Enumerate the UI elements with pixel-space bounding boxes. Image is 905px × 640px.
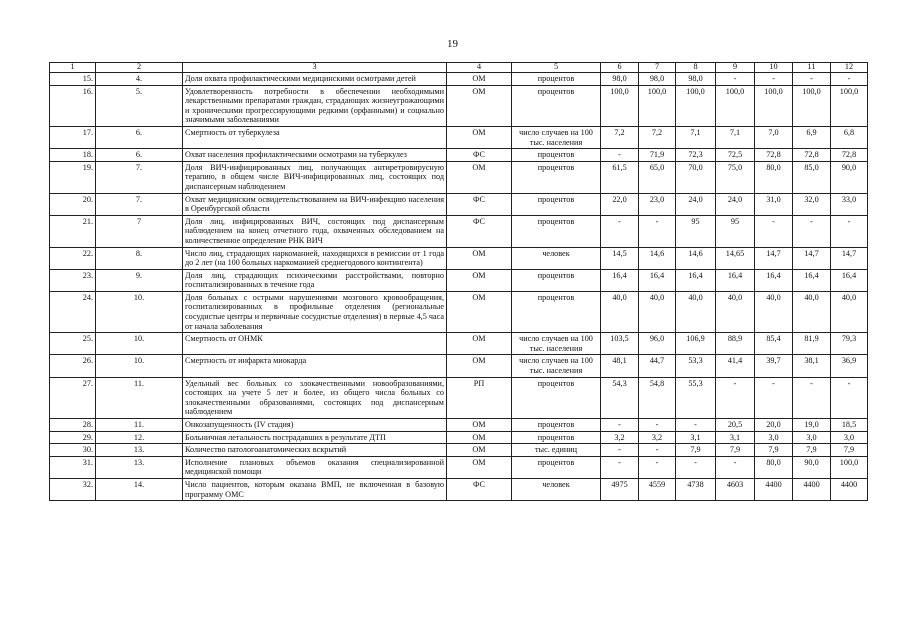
column-number-cell: 9 bbox=[716, 63, 755, 73]
indicator-name-cell: Онкозапущенность (IV стадия) bbox=[183, 419, 447, 432]
value-cell: 55,3 bbox=[676, 377, 716, 418]
column-number-cell: 10 bbox=[755, 63, 793, 73]
value-cell: 4975 bbox=[601, 478, 639, 500]
value-cell: 39,7 bbox=[755, 355, 793, 377]
indicator-type-cell: ОМ bbox=[447, 73, 512, 86]
value-cell: 20,0 bbox=[755, 419, 793, 432]
unit-cell: процентов bbox=[512, 456, 601, 478]
value-cell: 7,2 bbox=[601, 126, 639, 148]
row-number-cell: 32. bbox=[50, 478, 96, 500]
value-cell: 14,65 bbox=[716, 247, 755, 269]
value-cell: 16,4 bbox=[831, 269, 868, 291]
task-number-cell: 7. bbox=[96, 193, 183, 215]
column-number-cell: 11 bbox=[793, 63, 831, 73]
value-cell: 106,9 bbox=[676, 333, 716, 355]
indicator-name-cell: Удовлетворенность потребности в обеспечении необходимыми лекарственными препаратами граждан, страдающих жизнеугрожающими и хроническими прогрессирующими редкими (орфанными) и социально значимыми заболеваниями bbox=[183, 85, 447, 126]
task-number-cell: 9. bbox=[96, 269, 183, 291]
value-cell: 14,7 bbox=[793, 247, 831, 269]
value-cell: 7,9 bbox=[716, 444, 755, 457]
column-number-cell: 5 bbox=[512, 63, 601, 73]
task-number-cell: 12. bbox=[96, 431, 183, 444]
row-number-cell: 31. bbox=[50, 456, 96, 478]
unit-cell: процентов bbox=[512, 193, 601, 215]
unit-cell: человек bbox=[512, 478, 601, 500]
column-number-cell: 3 bbox=[183, 63, 447, 73]
task-number-cell: 10. bbox=[96, 291, 183, 332]
indicator-name-cell: Доля охвата профилактическими медицинскими осмотрами детей bbox=[183, 73, 447, 86]
value-cell: 4603 bbox=[716, 478, 755, 500]
unit-cell: число случаев на 100 тыс. населения bbox=[512, 333, 601, 355]
unit-cell: процентов bbox=[512, 291, 601, 332]
table-row bbox=[50, 85, 868, 126]
page-number: 19 bbox=[447, 38, 458, 50]
indicator-type-cell: ОМ bbox=[447, 161, 512, 193]
value-cell: - bbox=[793, 377, 831, 418]
value-cell: 72,5 bbox=[716, 149, 755, 162]
task-number-cell: 7 bbox=[96, 215, 183, 247]
value-cell: - bbox=[601, 149, 639, 162]
row-number-cell: 18. bbox=[50, 149, 96, 162]
row-number-cell: 16. bbox=[50, 85, 96, 126]
task-number-cell: 10. bbox=[96, 333, 183, 355]
value-cell: - bbox=[639, 215, 676, 247]
value-cell: - bbox=[601, 456, 639, 478]
value-cell: 85,0 bbox=[793, 161, 831, 193]
value-cell: - bbox=[716, 456, 755, 478]
table-row bbox=[50, 478, 868, 500]
value-cell: 71,9 bbox=[639, 149, 676, 162]
row-number-cell: 27. bbox=[50, 377, 96, 418]
value-cell: 41,4 bbox=[716, 355, 755, 377]
indicator-name-cell: Количество патологоанатомических вскрытий bbox=[183, 444, 447, 457]
task-number-cell: 8. bbox=[96, 247, 183, 269]
value-cell: - bbox=[639, 456, 676, 478]
indicator-type-cell: ОМ bbox=[447, 333, 512, 355]
row-number-cell: 20. bbox=[50, 193, 96, 215]
value-cell: 3,0 bbox=[831, 431, 868, 444]
value-cell: 40,0 bbox=[793, 291, 831, 332]
value-cell: 79,3 bbox=[831, 333, 868, 355]
row-number-cell: 23. bbox=[50, 269, 96, 291]
value-cell: 7,1 bbox=[716, 126, 755, 148]
value-cell: 85,4 bbox=[755, 333, 793, 355]
value-cell: 40,0 bbox=[831, 291, 868, 332]
unit-cell: процентов bbox=[512, 431, 601, 444]
value-cell: 7,9 bbox=[831, 444, 868, 457]
value-cell: - bbox=[601, 215, 639, 247]
indicator-type-cell: ФС bbox=[447, 149, 512, 162]
value-cell: 40,0 bbox=[676, 291, 716, 332]
value-cell: 100,0 bbox=[676, 85, 716, 126]
indicators-table bbox=[49, 62, 868, 501]
value-cell: 96,0 bbox=[639, 333, 676, 355]
value-cell: 4559 bbox=[639, 478, 676, 500]
value-cell: - bbox=[676, 456, 716, 478]
indicator-type-cell: РП bbox=[447, 377, 512, 418]
value-cell: - bbox=[831, 73, 868, 86]
value-cell: 7,9 bbox=[676, 444, 716, 457]
value-cell: 7,0 bbox=[755, 126, 793, 148]
indicator-type-cell: ОМ bbox=[447, 247, 512, 269]
indicator-type-cell: ОМ bbox=[447, 355, 512, 377]
indicator-type-cell: ФС bbox=[447, 478, 512, 500]
unit-cell: число случаев на 100 тыс. населения bbox=[512, 126, 601, 148]
value-cell: 40,0 bbox=[716, 291, 755, 332]
value-cell: 100,0 bbox=[601, 85, 639, 126]
value-cell: 80,0 bbox=[755, 456, 793, 478]
indicator-name-cell: Доля больных с острыми нарушениями мозгового кровообращения, госпитализированных в профильные отделения (региональные сосудистые центры и первичные сосудистые отделения) в первые 4,5 часа от начала заболевания bbox=[183, 291, 447, 332]
value-cell: 20,5 bbox=[716, 419, 755, 432]
indicator-name-cell: Исполнение плановых объемов оказания специализированной медицинской помощи bbox=[183, 456, 447, 478]
row-number-cell: 22. bbox=[50, 247, 96, 269]
table-row bbox=[50, 161, 868, 193]
value-cell: 72,8 bbox=[755, 149, 793, 162]
value-cell: 61,5 bbox=[601, 161, 639, 193]
unit-cell: процентов bbox=[512, 215, 601, 247]
unit-cell: процентов bbox=[512, 161, 601, 193]
value-cell: - bbox=[755, 215, 793, 247]
value-cell: 103,5 bbox=[601, 333, 639, 355]
value-cell: - bbox=[793, 73, 831, 86]
value-cell: 19,0 bbox=[793, 419, 831, 432]
indicator-name-cell: Доля лиц, инфицированных ВИЧ, состоящих под диспансерным наблюдением на конец отчетного года, охваченных обследованием на количественное определение РНК ВИЧ bbox=[183, 215, 447, 247]
value-cell: 100,0 bbox=[831, 456, 868, 478]
table-row bbox=[50, 444, 868, 457]
indicator-type-cell: ОМ bbox=[447, 85, 512, 126]
value-cell: 100,0 bbox=[716, 85, 755, 126]
column-number-cell: 1 bbox=[50, 63, 96, 73]
value-cell: 16,4 bbox=[601, 269, 639, 291]
value-cell: 4400 bbox=[755, 478, 793, 500]
table-row bbox=[50, 333, 868, 355]
indicator-name-cell: Доля ВИЧ-инфицированных лиц, получающих антиретровирусную терапию, в общем числе ВИЧ-инфицированных лиц, состоящих под диспансерным наблюдением bbox=[183, 161, 447, 193]
value-cell: 90,0 bbox=[831, 161, 868, 193]
indicator-type-cell: ОМ bbox=[447, 456, 512, 478]
value-cell: 18,5 bbox=[831, 419, 868, 432]
table-row bbox=[50, 291, 868, 332]
value-cell: 3,2 bbox=[601, 431, 639, 444]
value-cell: 100,0 bbox=[639, 85, 676, 126]
value-cell: 75,0 bbox=[716, 161, 755, 193]
value-cell: 16,4 bbox=[793, 269, 831, 291]
row-number-cell: 26. bbox=[50, 355, 96, 377]
value-cell: 70,0 bbox=[676, 161, 716, 193]
unit-cell: процентов bbox=[512, 269, 601, 291]
indicator-type-cell: ОМ bbox=[447, 419, 512, 432]
table-row bbox=[50, 247, 868, 269]
task-number-cell: 11. bbox=[96, 419, 183, 432]
value-cell: 7,9 bbox=[755, 444, 793, 457]
unit-cell: процентов bbox=[512, 419, 601, 432]
row-number-cell: 24. bbox=[50, 291, 96, 332]
value-cell: 65,0 bbox=[639, 161, 676, 193]
table-row bbox=[50, 377, 868, 418]
indicator-type-cell: ФС bbox=[447, 215, 512, 247]
indicator-type-cell: ОМ bbox=[447, 269, 512, 291]
unit-cell: тыс. единиц bbox=[512, 444, 601, 457]
unit-cell: процентов bbox=[512, 377, 601, 418]
value-cell: 4400 bbox=[793, 478, 831, 500]
unit-cell: процентов bbox=[512, 73, 601, 86]
value-cell: 80,0 bbox=[755, 161, 793, 193]
column-number-cell: 12 bbox=[831, 63, 868, 73]
column-number-cell: 2 bbox=[96, 63, 183, 73]
indicator-name-cell: Удельный вес больных со злокачественными новообразованиями, состоящих на учете 5 лет и более, из общего числа больных со злокачественными образованиями, состоящих под диспансерным наблюдением bbox=[183, 377, 447, 418]
table-row bbox=[50, 149, 868, 162]
value-cell: 3,0 bbox=[793, 431, 831, 444]
column-number-cell: 6 bbox=[601, 63, 639, 73]
value-cell: 95 bbox=[716, 215, 755, 247]
row-number-cell: 29. bbox=[50, 431, 96, 444]
value-cell: 14,7 bbox=[755, 247, 793, 269]
value-cell: - bbox=[639, 444, 676, 457]
indicator-name-cell: Число лиц, страдающих наркоманией, находящихся в ремиссии от 1 года до 2 лет (на 100 больных наркоманией среднегодового контингента) bbox=[183, 247, 447, 269]
row-number-cell: 30. bbox=[50, 444, 96, 457]
row-number-cell: 15. bbox=[50, 73, 96, 86]
value-cell: 31,0 bbox=[755, 193, 793, 215]
value-cell: - bbox=[676, 419, 716, 432]
value-cell: 100,0 bbox=[831, 85, 868, 126]
value-cell: 3,1 bbox=[716, 431, 755, 444]
value-cell: - bbox=[639, 419, 676, 432]
task-number-cell: 6. bbox=[96, 149, 183, 162]
value-cell: - bbox=[716, 377, 755, 418]
value-cell: 16,4 bbox=[755, 269, 793, 291]
indicator-type-cell: ОМ bbox=[447, 291, 512, 332]
task-number-cell: 14. bbox=[96, 478, 183, 500]
unit-cell: число случаев на 100 тыс. населения bbox=[512, 355, 601, 377]
value-cell: 40,0 bbox=[601, 291, 639, 332]
value-cell: 72,8 bbox=[831, 149, 868, 162]
value-cell: 14,5 bbox=[601, 247, 639, 269]
value-cell: 100,0 bbox=[793, 85, 831, 126]
value-cell: 24,0 bbox=[716, 193, 755, 215]
indicator-name-cell: Доля лиц, страдающих психическими расстройствами, повторно госпитализированных в течение года bbox=[183, 269, 447, 291]
value-cell: 90,0 bbox=[793, 456, 831, 478]
value-cell: - bbox=[831, 215, 868, 247]
value-cell: 14,6 bbox=[676, 247, 716, 269]
value-cell: 4400 bbox=[831, 478, 868, 500]
value-cell: 24,0 bbox=[676, 193, 716, 215]
column-number-cell: 7 bbox=[639, 63, 676, 73]
value-cell: 81,9 bbox=[793, 333, 831, 355]
value-cell: 38,1 bbox=[793, 355, 831, 377]
value-cell: 16,4 bbox=[676, 269, 716, 291]
value-cell: - bbox=[831, 377, 868, 418]
table-row bbox=[50, 431, 868, 444]
value-cell: 3,1 bbox=[676, 431, 716, 444]
value-cell: 54,8 bbox=[639, 377, 676, 418]
unit-cell: человек bbox=[512, 247, 601, 269]
value-cell: 7,1 bbox=[676, 126, 716, 148]
table-row bbox=[50, 456, 868, 478]
table-row bbox=[50, 419, 868, 432]
value-cell: 6,8 bbox=[831, 126, 868, 148]
value-cell: 36,9 bbox=[831, 355, 868, 377]
unit-cell: процентов bbox=[512, 85, 601, 126]
value-cell: 14,7 bbox=[831, 247, 868, 269]
value-cell: 33,0 bbox=[831, 193, 868, 215]
value-cell: - bbox=[601, 419, 639, 432]
value-cell: - bbox=[716, 73, 755, 86]
indicator-type-cell: ОМ bbox=[447, 126, 512, 148]
value-cell: - bbox=[755, 73, 793, 86]
value-cell: 98,0 bbox=[639, 73, 676, 86]
indicator-name-cell: Охват населения профилактическими осмотрами на туберкулез bbox=[183, 149, 447, 162]
table-row bbox=[50, 355, 868, 377]
value-cell: 3,2 bbox=[639, 431, 676, 444]
table-row bbox=[50, 215, 868, 247]
value-cell: 98,0 bbox=[601, 73, 639, 86]
value-cell: - bbox=[755, 377, 793, 418]
value-cell: 40,0 bbox=[755, 291, 793, 332]
value-cell: 48,1 bbox=[601, 355, 639, 377]
row-number-cell: 28. bbox=[50, 419, 96, 432]
value-cell: 72,3 bbox=[676, 149, 716, 162]
indicator-type-cell: ОМ bbox=[447, 444, 512, 457]
indicator-name-cell: Смертность от инфаркта миокарда bbox=[183, 355, 447, 377]
table-row bbox=[50, 73, 868, 86]
value-cell: 3,0 bbox=[755, 431, 793, 444]
value-cell: 100,0 bbox=[755, 85, 793, 126]
value-cell: 54,3 bbox=[601, 377, 639, 418]
indicator-name-cell: Смертность от ОНМК bbox=[183, 333, 447, 355]
table-header-row bbox=[50, 63, 868, 73]
indicator-type-cell: ОМ bbox=[447, 431, 512, 444]
task-number-cell: 4. bbox=[96, 73, 183, 86]
value-cell: 23,0 bbox=[639, 193, 676, 215]
row-number-cell: 25. bbox=[50, 333, 96, 355]
table-row bbox=[50, 126, 868, 148]
value-cell: 44,7 bbox=[639, 355, 676, 377]
task-number-cell: 5. bbox=[96, 85, 183, 126]
value-cell: - bbox=[793, 215, 831, 247]
task-number-cell: 13. bbox=[96, 456, 183, 478]
indicator-name-cell: Число пациентов, которым оказана ВМП, не включенная в базовую программу ОМС bbox=[183, 478, 447, 500]
value-cell: 72,8 bbox=[793, 149, 831, 162]
indicator-name-cell: Смертность от туберкулеза bbox=[183, 126, 447, 148]
value-cell: 7,2 bbox=[639, 126, 676, 148]
table-row bbox=[50, 193, 868, 215]
indicator-name-cell: Больничная летальность пострадавших в результате ДТП bbox=[183, 431, 447, 444]
value-cell: 98,0 bbox=[676, 73, 716, 86]
value-cell: 95 bbox=[676, 215, 716, 247]
table-row bbox=[50, 269, 868, 291]
task-number-cell: 6. bbox=[96, 126, 183, 148]
row-number-cell: 21. bbox=[50, 215, 96, 247]
task-number-cell: 10. bbox=[96, 355, 183, 377]
unit-cell: процентов bbox=[512, 149, 601, 162]
row-number-cell: 17. bbox=[50, 126, 96, 148]
value-cell: 7,9 bbox=[793, 444, 831, 457]
value-cell: 88,9 bbox=[716, 333, 755, 355]
value-cell: 4738 bbox=[676, 478, 716, 500]
value-cell: - bbox=[601, 444, 639, 457]
value-cell: 40,0 bbox=[639, 291, 676, 332]
task-number-cell: 13. bbox=[96, 444, 183, 457]
value-cell: 16,4 bbox=[639, 269, 676, 291]
value-cell: 32,0 bbox=[793, 193, 831, 215]
row-number-cell: 19. bbox=[50, 161, 96, 193]
task-number-cell: 11. bbox=[96, 377, 183, 418]
value-cell: 16,4 bbox=[716, 269, 755, 291]
value-cell: 14,6 bbox=[639, 247, 676, 269]
value-cell: 6,9 bbox=[793, 126, 831, 148]
task-number-cell: 7. bbox=[96, 161, 183, 193]
value-cell: 53,3 bbox=[676, 355, 716, 377]
indicator-name-cell: Охват медицинским освидетельствованием на ВИЧ-инфекцию населения в Оренбургской области bbox=[183, 193, 447, 215]
column-number-cell: 8 bbox=[676, 63, 716, 73]
value-cell: 22,0 bbox=[601, 193, 639, 215]
indicator-type-cell: ФС bbox=[447, 193, 512, 215]
column-number-cell: 4 bbox=[447, 63, 512, 73]
